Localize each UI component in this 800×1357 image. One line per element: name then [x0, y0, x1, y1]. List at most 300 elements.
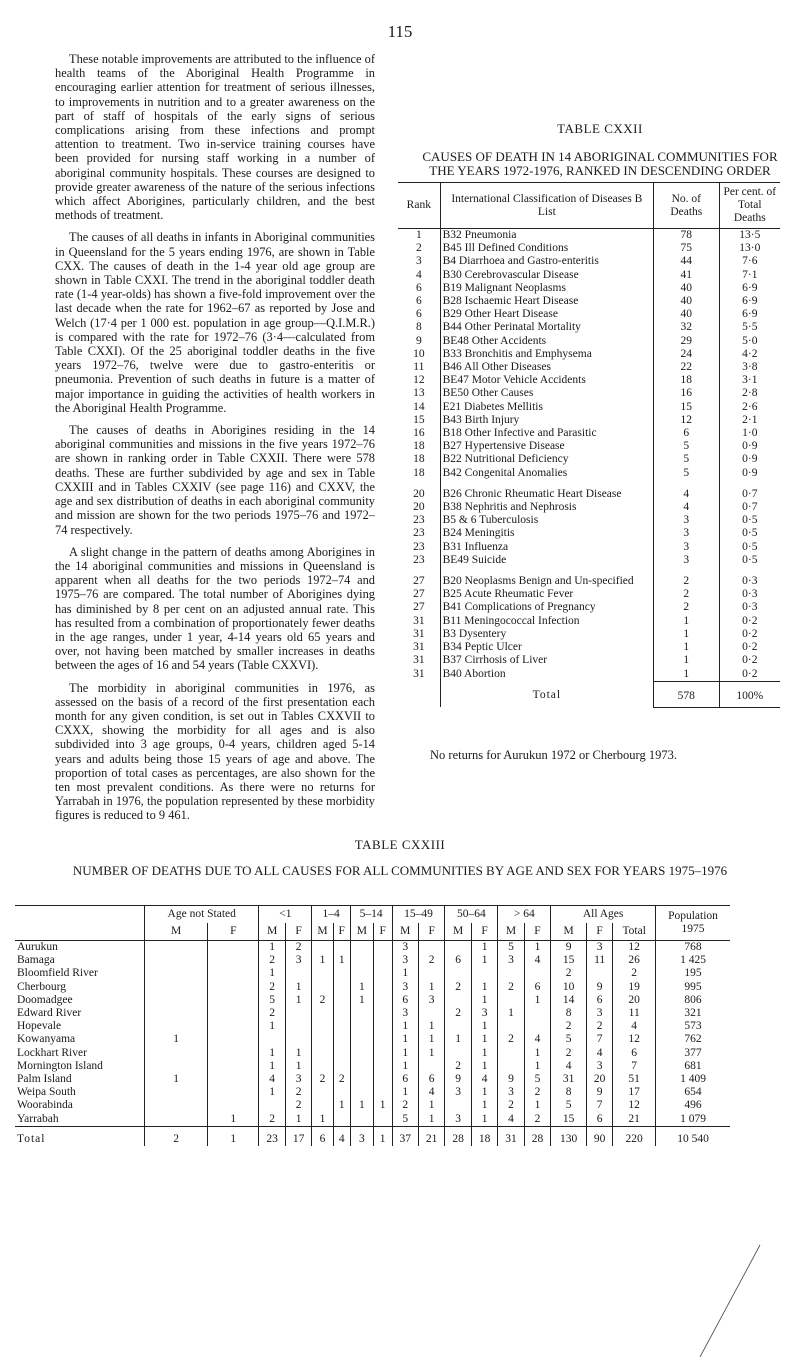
- t22-deaths: 75: [654, 242, 720, 255]
- t23-cell: 3: [392, 954, 418, 967]
- t23-cell: [208, 954, 259, 967]
- t23-cell: 2: [498, 981, 524, 994]
- t23-community: Aurukun: [17, 941, 58, 953]
- t23-cell: 1: [471, 1060, 497, 1073]
- t23-sex-m: M: [312, 923, 333, 941]
- t22-deaths: 1: [654, 628, 720, 641]
- t23-cell: 1: [418, 1033, 444, 1046]
- t22-row: [398, 668, 780, 682]
- t23-cell: [586, 967, 612, 980]
- t23-cell: 1: [471, 1099, 497, 1112]
- t23-cell: 1: [471, 1113, 497, 1127]
- t23-total-cell: 6: [312, 1126, 333, 1146]
- t22-deaths: 5: [654, 467, 720, 480]
- t23-cell: 3: [498, 1086, 524, 1099]
- t23-sex-m: M: [259, 923, 285, 941]
- t23-total-cell: 18: [471, 1126, 497, 1146]
- t23-row: [15, 967, 730, 980]
- t23-cell: 1: [350, 981, 373, 994]
- t23-cell: [445, 994, 471, 1007]
- t22-spacer-cell: [719, 567, 780, 575]
- t23-cell: [350, 1113, 373, 1127]
- t23-total-cell: 17: [285, 1126, 311, 1146]
- t22-deaths: 5: [654, 440, 720, 453]
- t23-cell: [208, 1099, 259, 1112]
- t23-cell: 4: [498, 1113, 524, 1127]
- t23-cell: 1: [471, 994, 497, 1007]
- t23-sex-m: M: [145, 923, 208, 941]
- table22-note: No returns for Aurukun 1972 or Cherbourg 1973.: [430, 748, 677, 762]
- t23-cell: [208, 994, 259, 1007]
- t23-cell: [145, 1099, 208, 1112]
- t23-cell: [445, 1099, 471, 1112]
- t23-cell: 1: [418, 1113, 444, 1127]
- t22-total-blank: [398, 681, 440, 707]
- t23-population: 321: [656, 1007, 731, 1020]
- t23-cell: [524, 1020, 550, 1033]
- t23-row: [15, 1060, 730, 1073]
- t22-body: [398, 229, 780, 708]
- table23: [15, 905, 730, 1146]
- t23-cell: 5: [392, 1113, 418, 1127]
- t23-cell: 2: [524, 1113, 550, 1127]
- t23-cell: 2: [613, 967, 656, 980]
- t23-cell: [418, 941, 444, 955]
- t22-cause: BE48 Other Accidents: [440, 335, 653, 348]
- t22-rank: 8: [415, 321, 422, 334]
- t23-cell: 1: [285, 1047, 311, 1060]
- t23-cell: [418, 1060, 444, 1073]
- t23-cell: 2: [285, 941, 311, 955]
- t23-cell: 4: [551, 1060, 587, 1073]
- t22-rank: 1: [415, 229, 422, 241]
- t23-cell: [350, 1060, 373, 1073]
- t22-spacer-cell: [654, 480, 720, 488]
- t22-percent: 13·0: [719, 242, 780, 255]
- t23-cell: [524, 1007, 550, 1020]
- t22-percent: 0·2: [719, 654, 780, 667]
- t23-cell: 6: [392, 994, 418, 1007]
- t22-percent: 2·8: [719, 387, 780, 400]
- table22: [398, 182, 780, 708]
- t23-cell: 3: [498, 954, 524, 967]
- t23-cell: [333, 941, 350, 955]
- t23-cell: 1: [471, 954, 497, 967]
- t23-cell: 1: [418, 1020, 444, 1033]
- t23-total-cell: 28: [524, 1126, 550, 1146]
- t22-header-classification: International Classification of Diseases B List: [440, 183, 653, 229]
- t23-cell: 1: [392, 1033, 418, 1046]
- t23-cell: [333, 1033, 350, 1046]
- t22-cause: BE47 Motor Vehicle Accidents: [440, 374, 653, 387]
- t23-cell: 7: [613, 1060, 656, 1073]
- t22-cause: B46 All Other Diseases: [440, 361, 653, 374]
- t22-cause: BE50 Other Causes: [440, 387, 653, 400]
- table22-heading: [420, 122, 780, 178]
- t23-population: 1 409: [656, 1073, 731, 1086]
- t23-cell: [259, 1033, 285, 1046]
- t23-cell: 1: [418, 981, 444, 994]
- t22-cause: BE49 Suicide: [440, 554, 653, 567]
- t22-percent: 0·9: [719, 467, 780, 480]
- t22-deaths: 2: [654, 601, 720, 614]
- t22-row: [398, 514, 780, 527]
- t23-cell: 8: [551, 1007, 587, 1020]
- t23-cell: [312, 1099, 333, 1112]
- t23-cell: [445, 967, 471, 980]
- t22-deaths: 24: [654, 348, 720, 361]
- t22-cause: B32 Pneumonia: [440, 229, 653, 243]
- t23-cell: [498, 994, 524, 1007]
- t23-cell: [333, 994, 350, 1007]
- t23-cell: 9: [498, 1073, 524, 1086]
- t23-header-blank: [15, 906, 145, 941]
- t22-deaths: 1: [654, 641, 720, 654]
- t22-row: [398, 527, 780, 540]
- t22-rank: 23: [413, 553, 425, 566]
- t23-cell: [498, 1060, 524, 1073]
- t22-rank: 3: [415, 255, 422, 268]
- t23-cell: 9: [586, 981, 612, 994]
- t23-cell: [312, 941, 333, 955]
- t22-deaths: 12: [654, 414, 720, 427]
- t22-rank: 23: [413, 527, 425, 540]
- t23-cell: 10: [551, 981, 587, 994]
- t22-cause: B44 Other Perinatal Mortality: [440, 321, 653, 334]
- t22-deaths: 5: [654, 453, 720, 466]
- t22-spacer: [398, 480, 780, 488]
- t23-cell: [208, 967, 259, 980]
- t22-percent: 4·2: [719, 348, 780, 361]
- paragraph-4: A slight change in the pattern of deaths among Aborigines in the 14 aboriginal communities and missions in Queensland is apparent when all deaths for the two periods 1972–74 and 1975–76 are compared. The total number of Aborigines dying has diminished by 8 per cent on an adjusted annual rate. This has resulted from a combination of proportionately fewer deaths in the age ranges, under 1 year, 4-14 years old 65 years and over, not having been matched by smaller increases in deaths between the ages of 16 and 54 years (Table CXXVI).: [55, 544, 375, 673]
- t23-header-50-64: 50–64: [445, 906, 498, 924]
- t23-cell: [285, 1020, 311, 1033]
- t23-total-header: Total: [613, 923, 656, 941]
- t23-population: 995: [656, 981, 731, 994]
- t23-cell: 6: [392, 1073, 418, 1086]
- t23-cell: 3: [418, 994, 444, 1007]
- t23-cell: 1: [145, 1073, 208, 1086]
- t23-cell: [333, 1007, 350, 1020]
- t22-deaths: 44: [654, 255, 720, 268]
- t23-cell: 12: [613, 1033, 656, 1046]
- t23-cell: [373, 994, 392, 1007]
- t23-cell: [524, 967, 550, 980]
- t22-deaths: 22: [654, 361, 720, 374]
- t23-cell: 7: [586, 1099, 612, 1112]
- t22-percent: 0·2: [719, 668, 780, 682]
- t22-cause: B25 Acute Rheumatic Fever: [440, 588, 653, 601]
- t22-row: [398, 361, 780, 374]
- t22-percent: 6·9: [719, 308, 780, 321]
- t22-row: [398, 575, 780, 588]
- t23-population: 806: [656, 994, 731, 1007]
- t23-cell: [373, 1073, 392, 1086]
- t23-row: [15, 981, 730, 994]
- t23-cell: [145, 1020, 208, 1033]
- t23-cell: 2: [551, 967, 587, 980]
- t22-cause: B4 Diarrhoea and Gastro-enteritis: [440, 255, 653, 268]
- t23-cell: [208, 1086, 259, 1099]
- t23-cell: 11: [586, 954, 612, 967]
- paragraph-2: The causes of all deaths in infants in Aboriginal communities in Queensland for the 5 years ending 1976, are shown in Table CXX. The causes of death in the 1-4 year old age group are shown in Table CXXI. The trend in the aboriginal toddler death rate (1-4 year-olds) has shown a five-fold improvement over the last decade when the rate for 1962–67 as reported by Jose and Welch (17·4 per 1 000 est. population in age group—Q.I.M.R.) is compared with the rate for 1972–76 (3·4—calculated from Table CXXI). Of the 25 aboriginal toddler deaths in the five years 1972–76, twelve were due to gastro-enteritis or pneumonia. Prevention of such deaths in future is a matter of major importance in guiding the activities of health workers in the Aboriginal Health Programme.: [55, 230, 375, 415]
- t23-total-row: [15, 1126, 730, 1146]
- t23-cell: [445, 941, 471, 955]
- t23-cell: 1: [312, 954, 333, 967]
- t22-rank: 12: [413, 374, 425, 387]
- t23-cell: 3: [445, 1086, 471, 1099]
- t23-row: [15, 1099, 730, 1112]
- t23-total-cell: 1: [208, 1126, 259, 1146]
- t23-cell: 1: [392, 1020, 418, 1033]
- t22-spacer: [398, 567, 780, 575]
- t22-percent: 0·5: [719, 554, 780, 567]
- t23-cell: 2: [586, 1020, 612, 1033]
- t22-rank: 18: [413, 466, 425, 479]
- t22-rank: 27: [413, 588, 425, 601]
- t22-percent: 7·6: [719, 255, 780, 268]
- t22-cause: B11 Meningococcal Infection: [440, 615, 653, 628]
- t22-cause: B29 Other Heart Disease: [440, 308, 653, 321]
- t23-header-5-14: 5–14: [350, 906, 392, 924]
- t22-rank: 31: [413, 627, 425, 640]
- t23-cell: [373, 1007, 392, 1020]
- t23-cell: [350, 1007, 373, 1020]
- t23-cell: [285, 1033, 311, 1046]
- t23-total-cell: 2: [145, 1126, 208, 1146]
- t22-rank: 31: [413, 641, 425, 654]
- t22-cause: B45 Ill Defined Conditions: [440, 242, 653, 255]
- t22-percent: 0·2: [719, 641, 780, 654]
- t23-cell: 8: [551, 1086, 587, 1099]
- t22-percent: 5·5: [719, 321, 780, 334]
- t22-percent: 0·7: [719, 501, 780, 514]
- t23-cell: [350, 1033, 373, 1046]
- t23-cell: 1: [285, 981, 311, 994]
- t22-row: [398, 501, 780, 514]
- t23-cell: [285, 1007, 311, 1020]
- table22-name: TABLE CXXII: [557, 121, 643, 136]
- t23-cell: 1: [285, 994, 311, 1007]
- t23-cell: [333, 967, 350, 980]
- table23-name: TABLE CXXIII: [354, 837, 446, 852]
- t23-cell: 1: [259, 1047, 285, 1060]
- t22-row: [398, 601, 780, 614]
- t22-rank: 31: [413, 614, 425, 627]
- t22-row: [398, 628, 780, 641]
- t23-cell: [145, 1047, 208, 1060]
- t23-cell: [373, 1060, 392, 1073]
- t22-percent: 1·0: [719, 427, 780, 440]
- t23-cell: 21: [613, 1113, 656, 1127]
- t22-rank: 27: [413, 575, 425, 588]
- t22-header-rank: Rank: [406, 199, 431, 211]
- t22-deaths: 15: [654, 401, 720, 414]
- t22-rank: 6: [415, 308, 422, 321]
- t22-row: [398, 387, 780, 400]
- t23-cell: [333, 1020, 350, 1033]
- t22-percent: 0·7: [719, 488, 780, 501]
- t23-cell: [208, 941, 259, 955]
- t22-deaths: 1: [654, 668, 720, 682]
- t22-row: [398, 269, 780, 282]
- t23-cell: 1: [471, 1033, 497, 1046]
- t22-deaths: 3: [654, 541, 720, 554]
- t22-rank: 10: [413, 347, 425, 360]
- t23-cell: [418, 1007, 444, 1020]
- t22-rank: 15: [413, 413, 425, 426]
- t23-cell: [208, 1060, 259, 1073]
- t22-rank: 9: [415, 334, 422, 347]
- t23-cell: 6: [418, 1073, 444, 1086]
- t23-cell: 4: [524, 1033, 550, 1046]
- t23-cell: 1: [471, 1020, 497, 1033]
- t23-cell: 12: [613, 1099, 656, 1112]
- t23-cell: 6: [586, 1113, 612, 1127]
- t23-cell: [350, 1047, 373, 1060]
- t23-cell: 2: [445, 1060, 471, 1073]
- t23-cell: 1: [392, 1060, 418, 1073]
- t22-cause: B33 Bronchitis and Emphysema: [440, 348, 653, 361]
- t23-cell: 1: [350, 994, 373, 1007]
- t22-rank: 13: [413, 387, 425, 400]
- t22-row: [398, 255, 780, 268]
- t23-cell: 1: [208, 1113, 259, 1127]
- t23-cell: 11: [613, 1007, 656, 1020]
- t23-cell: [498, 1047, 524, 1060]
- t23-cell: [312, 1047, 333, 1060]
- t22-rank: 20: [413, 501, 425, 514]
- t23-cell: [312, 967, 333, 980]
- t23-cell: 1: [418, 1099, 444, 1112]
- t23-cell: 4: [259, 1073, 285, 1086]
- t23-sex-m: M: [551, 923, 587, 941]
- t23-row: [15, 1113, 730, 1127]
- t23-cell: 3: [586, 1007, 612, 1020]
- t22-rank: 20: [413, 487, 425, 500]
- t23-cell: [259, 1099, 285, 1112]
- t22-deaths: 6: [654, 427, 720, 440]
- t23-cell: 1: [285, 1113, 311, 1127]
- t23-cell: 9: [445, 1073, 471, 1086]
- t22-row: [398, 295, 780, 308]
- t22-cause: B40 Abortion: [440, 668, 653, 682]
- t23-cell: 17: [613, 1086, 656, 1099]
- t23-total-cell: 90: [586, 1126, 612, 1146]
- t23-community: Doomadgee: [17, 993, 73, 1006]
- t23-cell: [312, 981, 333, 994]
- body-text-column: [55, 52, 375, 831]
- t23-cell: [208, 1047, 259, 1060]
- t23-cell: 1: [145, 1033, 208, 1046]
- t22-percent: 0·3: [719, 601, 780, 614]
- table23-caption: NUMBER OF DEATHS DUE TO ALL CAUSES FOR ALL COMMUNITIES BY AGE AND SEX FOR YEARS 1975–1976: [72, 863, 728, 878]
- t23-cell: [373, 1020, 392, 1033]
- t22-row: [398, 401, 780, 414]
- t22-row: [398, 488, 780, 501]
- t23-cell: 1: [350, 1099, 373, 1112]
- t23-community: Mornington Island: [17, 1059, 103, 1072]
- t23-cell: 1: [524, 941, 550, 955]
- t23-population: 654: [656, 1086, 731, 1099]
- t23-header-1-4: 1–4: [312, 906, 350, 924]
- t23-total-cell: 130: [551, 1126, 587, 1146]
- t22-percent: 0·2: [719, 615, 780, 628]
- t22-row: [398, 348, 780, 361]
- t23-cell: 1: [392, 967, 418, 980]
- t23-header-over64: > 64: [498, 906, 551, 924]
- t22-deaths: 2: [654, 588, 720, 601]
- table23-heading: [0, 838, 800, 878]
- t22-rank: 18: [413, 453, 425, 466]
- t22-cause: B38 Nephritis and Nephrosis: [440, 501, 653, 514]
- t23-cell: 2: [259, 1007, 285, 1020]
- t23-cell: 3: [285, 1073, 311, 1086]
- t23-total-population: 10 540: [656, 1126, 731, 1146]
- t22-spacer-cell: [440, 567, 653, 575]
- t23-community: Bloomfield River: [17, 967, 98, 980]
- t22-rank: 23: [413, 540, 425, 553]
- t23-cell: [373, 1047, 392, 1060]
- t22-total-label: Total: [440, 681, 653, 707]
- t23-cell: 1: [418, 1047, 444, 1060]
- t23-total-cell: 4: [333, 1126, 350, 1146]
- t23-cell: 1: [285, 1060, 311, 1073]
- t22-percent: 7·1: [719, 269, 780, 282]
- t23-cell: 3: [392, 981, 418, 994]
- t23-cell: 2: [259, 954, 285, 967]
- t23-cell: 2: [551, 1020, 587, 1033]
- t23-cell: 1: [524, 1099, 550, 1112]
- t23-cell: 1: [312, 1113, 333, 1127]
- t23-population: 573: [656, 1020, 731, 1033]
- t23-cell: 14: [551, 994, 587, 1007]
- t23-cell: [373, 954, 392, 967]
- t22-row: [398, 641, 780, 654]
- t23-cell: 5: [259, 994, 285, 1007]
- t23-cell: [418, 967, 444, 980]
- t23-cell: 5: [524, 1073, 550, 1086]
- t23-cell: 6: [586, 994, 612, 1007]
- t22-percent: 0·3: [719, 588, 780, 601]
- t22-cause: B5 & 6 Tuberculosis: [440, 514, 653, 527]
- scan-line-mark: [700, 1245, 760, 1357]
- t23-cell: 2: [312, 1073, 333, 1086]
- t22-deaths: 40: [654, 282, 720, 295]
- t23-cell: [373, 981, 392, 994]
- t23-cell: 1: [259, 941, 285, 955]
- t23-cell: [471, 967, 497, 980]
- t23-cell: [312, 1086, 333, 1099]
- t22-percent: 0·9: [719, 440, 780, 453]
- t22-percent: 2·6: [719, 401, 780, 414]
- t23-sex-m: M: [498, 923, 524, 941]
- t23-cell: 15: [551, 954, 587, 967]
- t22-cause: B34 Peptic Ulcer: [440, 641, 653, 654]
- t22-row: [398, 541, 780, 554]
- t23-cell: 31: [551, 1073, 587, 1086]
- t23-total-cell: 3: [350, 1126, 373, 1146]
- t23-cell: [285, 967, 311, 980]
- t23-cell: [373, 941, 392, 955]
- t23-cell: 2: [392, 1099, 418, 1112]
- t22-cause: B24 Meningitis: [440, 527, 653, 540]
- t22-percent: 0·5: [719, 527, 780, 540]
- t23-cell: 3: [285, 954, 311, 967]
- t23-row: [15, 1047, 730, 1060]
- t22-total-percent: 100%: [719, 681, 780, 707]
- t22-deaths: 16: [654, 387, 720, 400]
